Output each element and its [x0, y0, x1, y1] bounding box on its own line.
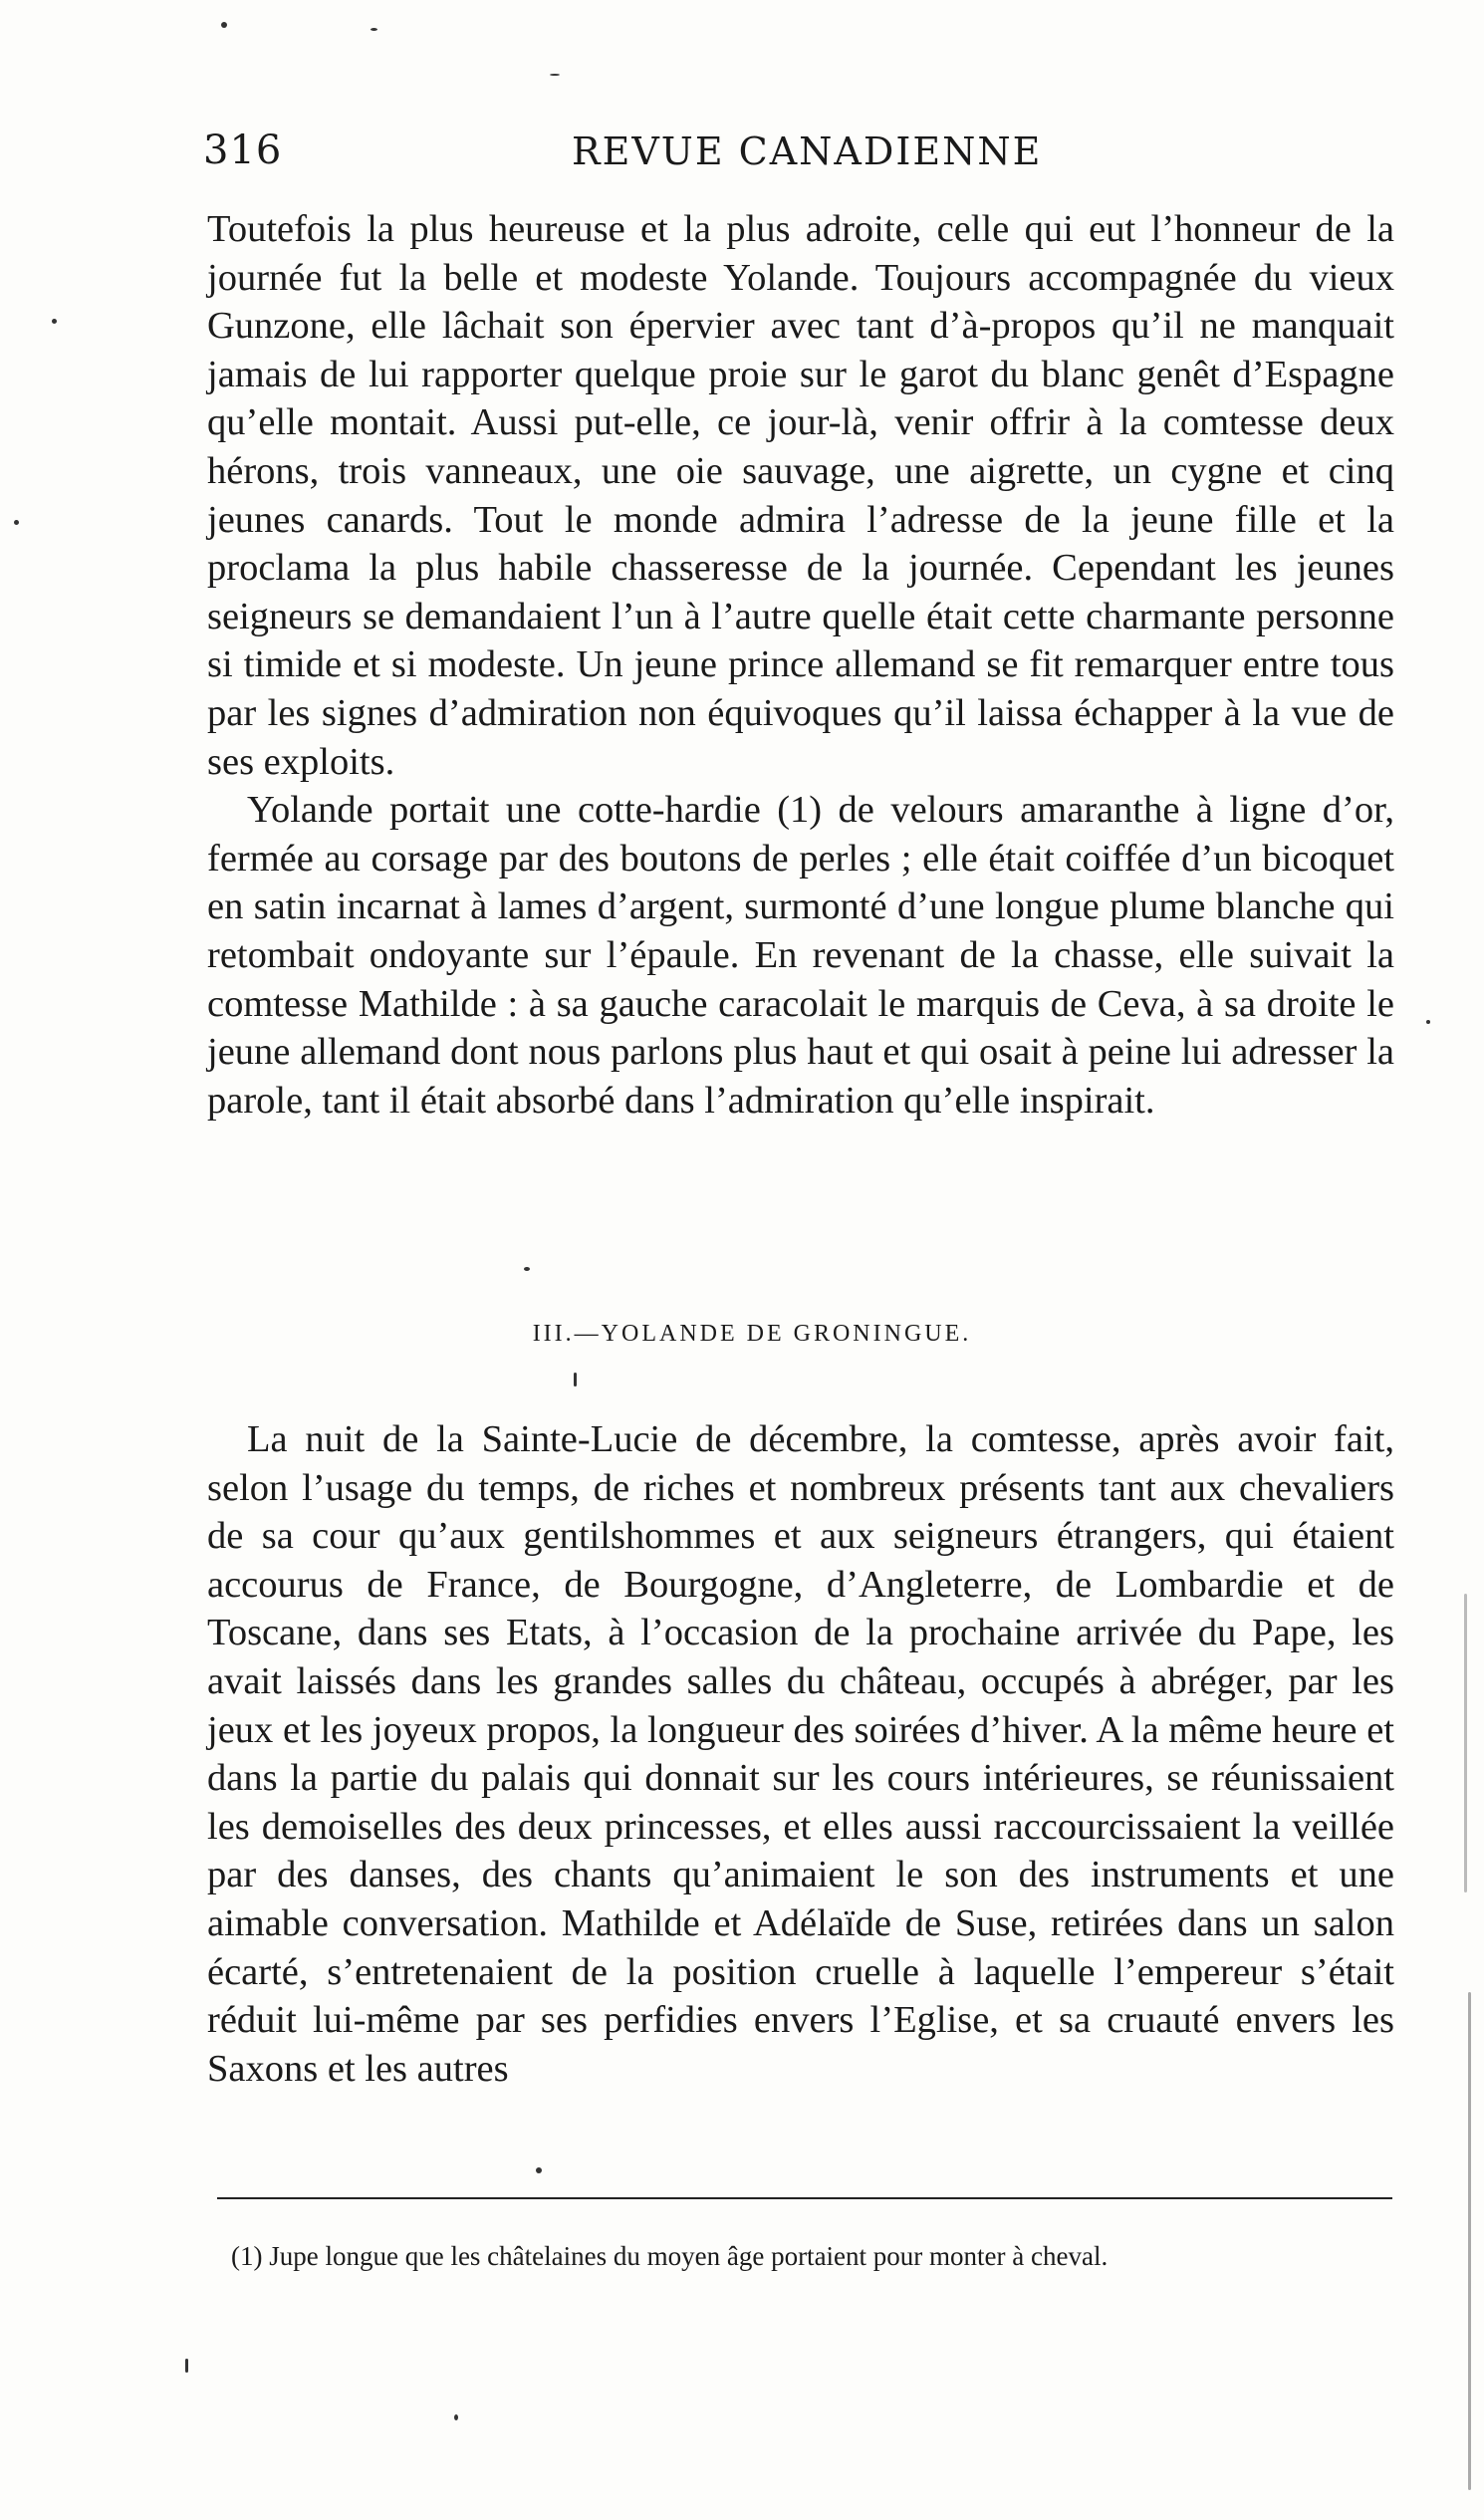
- scan-speck: [221, 22, 227, 28]
- paragraph-sainte-lucie: La nuit de la Sainte-Lucie de décembre, la comtesse, après avoir fait, selon l’usage du temps, de riches et nombreux présents tant aux chevaliers de sa cour qu’aux gentilshommes et aux seigneurs étrangers, qui étaient accourus de France, de Bourgogne, d’Angleterre, de Lombardie et de Toscane, dans ses Etats, à l’occasion de la prochaine arrivée du Pape, les avait laissés dans les grandes salles du château, occupés à abréger, par les jeux et les joyeux propos, la longueur des soirées d’hiver. A la même heure et dans la partie du palais qui donnait sur les cours intérieures, se réunissaient les demoiselles des deux princesses, et elles aussi raccourcissaient la veillée par des danses, des chants qu’animaient le son des instruments et une aimable conversation. Mathilde et Adélaïde de Suse, retirées dans un salon écarté, s’entretenaient de la position cruelle à laquelle l’empereur s’était réduit lui-même par ses perfidies envers l’Eglise, et sa cruauté envers les Saxons et les autres: [207, 1418, 1394, 2090]
- paragraph-hunt-yolande: Toutefois la plus heureuse et la plus adroite, celle qui eut l’honneur de la journée fut la belle et modeste Yolande. Toujours accompagnée du vieux Gunzone, elle lâchait son épervier avec tant d’à-propos qu’il ne manquait jamais de lui rapporter quelque proie sur le garot du blanc genêt d’Espagne qu’elle montait. Aussi put-elle, ce jour-là, venir offrir à la comtesse deux hérons, trois vanneaux, une oie sauvage, une aigrette, un cygne et cinq jeunes canards. Tout le monde admira l’adresse de la jeune fille et la proclama la plus habile chasseresse de la journée. Cependant les jeunes seigneurs se demandaient l’un à l’autre quelle était cette charmante personne si timide et si modeste. Un jeune prince allemand se fit remarquer entre tous par les signes d’admiration non équivoques qu’il laissa échapper à la vue de ses exploits.: [207, 208, 1394, 783]
- footnote-divider: [217, 2197, 1392, 2199]
- scan-speck: [185, 2359, 188, 2373]
- scan-speck: [1464, 1594, 1467, 1892]
- footnote: (1) Jupe longue que les châtelaines du moyen âge portaient pour monter à cheval.: [231, 2241, 1109, 2271]
- scan-speck: [536, 2167, 542, 2173]
- text-block-upper: [207, 205, 1394, 1125]
- journal-title: REVUE CANADIENNE: [572, 129, 1043, 173]
- scan-speck: [52, 319, 57, 324]
- paragraph-yolande-attire: Yolande portait une cotte-hardie (1) de velours amaranthe à ligne d’or, fermée au corsage par des boutons de perles ; elle était coiffée d’un bicoquet en satin incarnat à lames d’argent, surmonté d’une longue plume blanche qui retombait ondoyante sur l’épaule. En revenant de la chasse, elle suivait la comtesse Mathilde : à sa gauche caracolait le marquis de Ceva, à sa droite le jeune allemand dont nous parlons plus haut et qui osait à peine lui adresser la parole, tant il était absorbé dans l’admiration qu’elle inspirait.: [207, 789, 1394, 1122]
- section-heading: III.—YOLANDE DE GRONINGUE.: [532, 1321, 972, 1347]
- scan-speck: [14, 520, 19, 525]
- scan-speck: [454, 2414, 458, 2420]
- scan-speck: [1468, 1992, 1471, 2490]
- scan-speck: [371, 28, 377, 31]
- running-head: [203, 127, 1398, 177]
- scan-speck: [524, 1267, 530, 1271]
- scan-speck: [1426, 1020, 1430, 1024]
- text-block-lower: [207, 1415, 1394, 2093]
- scan-speck: [550, 74, 560, 76]
- page-number: 316: [203, 127, 283, 173]
- scan-speck: [574, 1373, 577, 1386]
